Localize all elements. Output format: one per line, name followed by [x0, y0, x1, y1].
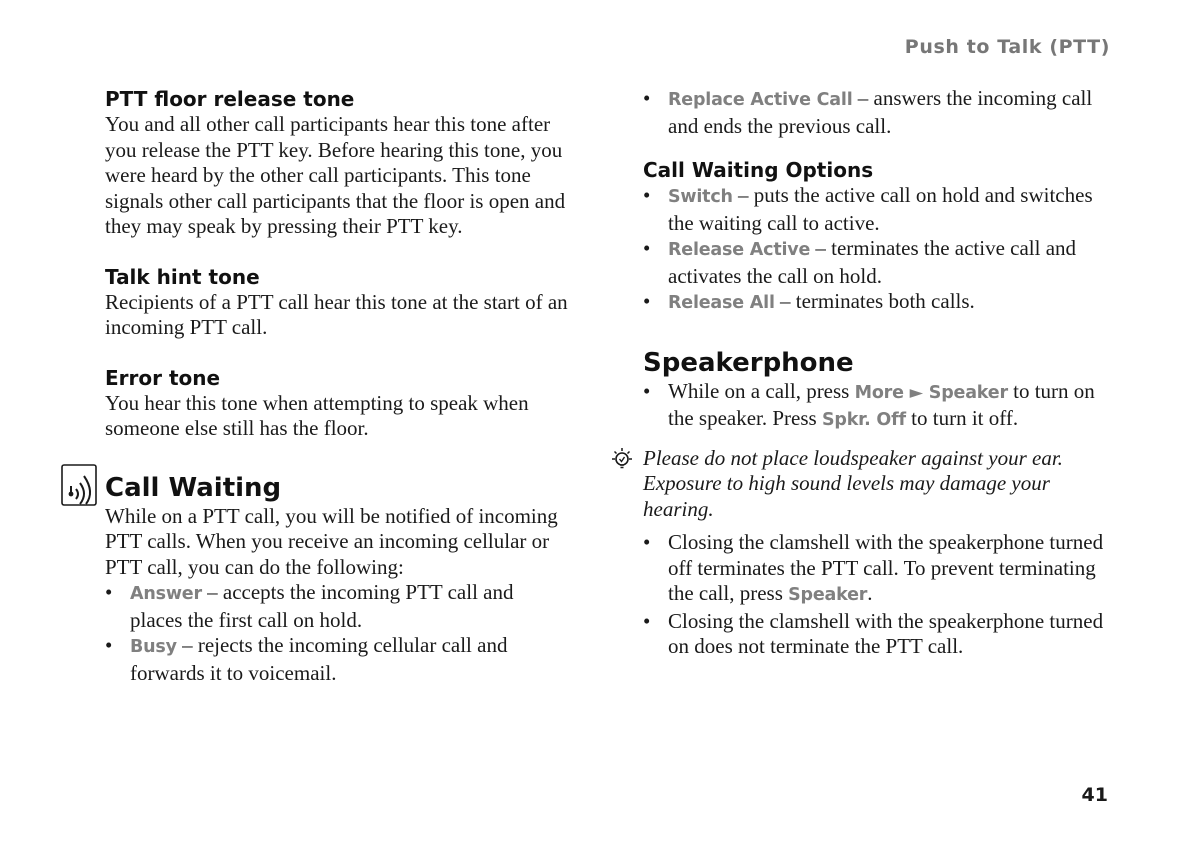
list-item-text: to turn on the speaker. Press	[668, 378, 1095, 430]
text-call-waiting: While on a PTT call, you will be notified of incoming PTT calls. When you receive an incoming cellular or PTT call, you can do the following:	[105, 503, 558, 579]
list-item-text: Closing the clamshell with the speakerphone turned off terminates the PTT call. To prevent terminating the call, press	[668, 530, 1104, 605]
call-waiting-options-list	[643, 183, 1108, 317]
key-speaker: Speaker	[788, 585, 868, 605]
heading-call-waiting-options: Call Waiting Options	[643, 158, 874, 182]
radio-waves-icon	[61, 464, 97, 506]
heading-speakerphone: Speakerphone	[643, 347, 854, 378]
running-header: Push to Talk (PTT)	[904, 36, 1110, 58]
list-item-text: Closing the clamshell with the speakerphone turned on does not terminate the PTT call.	[668, 608, 1104, 658]
list-item	[643, 289, 1108, 317]
key-answer: Answer	[130, 584, 202, 604]
key-replace-active-call: Replace Active Call	[668, 90, 853, 110]
key-busy: Busy	[130, 637, 177, 657]
safety-note	[643, 446, 1108, 523]
heading-call-waiting: Call Waiting	[105, 472, 282, 503]
list-item-text: – rejects the incoming cellular call and forwards it to voicemail.	[130, 633, 508, 685]
list-item-text: to turn it off.	[905, 406, 1019, 430]
list-item	[643, 530, 1108, 609]
text-talk-hint-tone: Recipients of a PTT call hear this tone at the start of an incoming PTT call.	[105, 289, 568, 339]
section-talk-hint-tone	[105, 264, 570, 341]
list-item	[643, 236, 1108, 289]
heading-floor-release-tone: PTT floor release tone	[105, 87, 355, 111]
text-error-tone: You hear this tone when attempting to speak when someone else still has the floor.	[105, 390, 529, 440]
list-item-text: – terminates both calls.	[774, 289, 975, 313]
list-item-text: – accepts the incoming PTT call and places the first call on hold.	[130, 580, 514, 632]
lightbulb-tip-icon	[609, 447, 635, 473]
list-item	[643, 86, 1108, 139]
clamshell-list	[643, 530, 1108, 660]
key-more: More	[854, 382, 904, 403]
list-item-text: – terminates the active call and activates the call on hold.	[668, 236, 1077, 288]
note-text: Please do not place loudspeaker against your ear. Exposure to high sound levels may damage your hearing.	[643, 445, 1063, 521]
list-item-text: While on a call, press	[668, 378, 855, 403]
speakerphone-list	[643, 379, 1108, 434]
section-speakerphone	[643, 347, 1108, 660]
section-call-waiting	[105, 472, 570, 687]
section-floor-release-tone	[105, 86, 570, 240]
section-call-waiting-options	[643, 157, 1108, 317]
text-floor-release-tone: You and all other call participants hear this tone after you release the PTT key. Before hearing this tone, you were heard by the other call participants. This tone signals other call participants that the floor is open and they may speak by pressing their PTT key.	[105, 112, 566, 238]
heading-talk-hint-tone: Talk hint tone	[105, 264, 260, 289]
replace-call-list	[643, 86, 1108, 139]
list-item	[643, 609, 1108, 660]
list-item	[105, 580, 570, 633]
list-item-text: .	[867, 581, 873, 605]
section-error-tone	[105, 365, 570, 442]
key-switch: Switch	[668, 187, 733, 207]
call-waiting-list	[105, 580, 570, 686]
right-column	[643, 86, 1108, 660]
list-item	[643, 183, 1108, 236]
key-speaker: Speaker	[928, 382, 1008, 403]
list-item	[643, 379, 1108, 434]
left-column	[105, 86, 570, 686]
page-number: 41	[1081, 784, 1108, 806]
list-item-text: – puts the active call on hold and switches the waiting call to active.	[668, 183, 1093, 235]
key-spkr-off: Spkr. Off	[821, 410, 906, 430]
list-item-text: – answers the incoming call and ends the previous call.	[668, 86, 1093, 138]
arrow-right-icon: ►	[903, 382, 929, 403]
heading-error-tone: Error tone	[105, 365, 221, 390]
list-item	[105, 633, 570, 686]
key-release-all: Release All	[668, 293, 775, 313]
key-release-active: Release Active	[668, 240, 811, 260]
